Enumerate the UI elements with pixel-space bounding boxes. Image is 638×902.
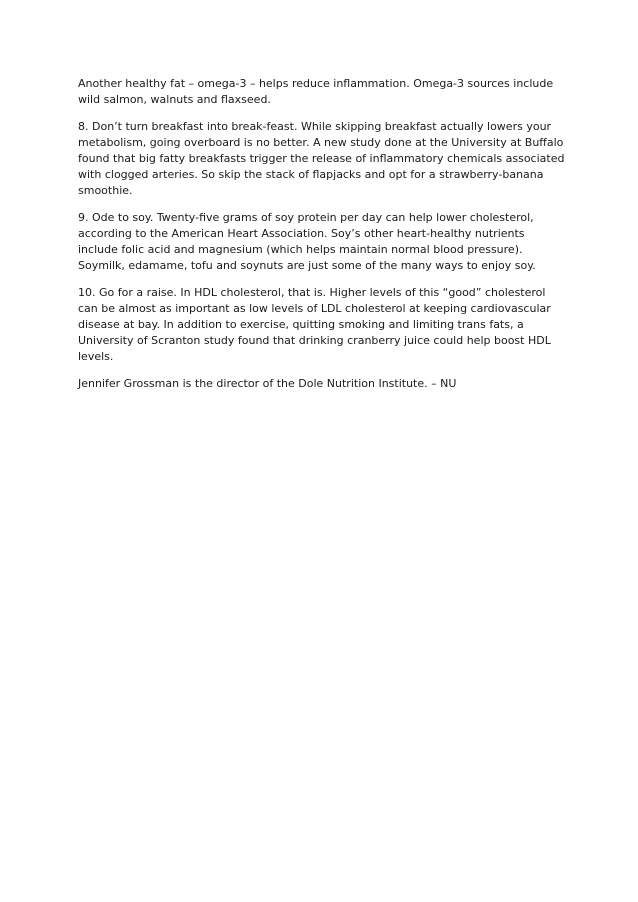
paragraph-omega-3: Another healthy fat – omega-3 – helps reduce inflammation. Omega-3 sources include wild salmon, walnuts and flaxseed. bbox=[78, 77, 554, 106]
paragraph-author-credit: Jennifer Grossman is the director of the Dole Nutrition Institute. – NU bbox=[78, 377, 457, 390]
paragraph-tip-8-breakfast: 8. Don’t turn breakfast into break-feast. While skipping breakfast actually lowers your metabolism, going overboard is no better. A new study done at the University at Buffalo found that big fatty breakfasts trigger the release of inflammatory chemicals associated with clogged arteries. So skip the stack of flapjacks and opt for a strawberry-banana smoothie. bbox=[78, 120, 565, 197]
paragraph-tip-10-hdl: 10. Go for a raise. In HDL cholesterol, that is. Higher levels of this “good” cholesterol can be almost as important as low levels of LDL cholesterol at keeping cardiovascular disease at bay. In addition to exercise, quitting smoking and limiting trans fats, a University of Scranton study found that drinking cranberry juice could help boost HDL levels. bbox=[78, 286, 551, 363]
document-page bbox=[78, 76, 566, 403]
paragraph-tip-9-soy: 9. Ode to soy. Twenty-five grams of soy protein per day can help lower cholesterol, according to the American Heart Association. Soy’s other heart-healthy nutrients include folic acid and magnesium (which helps maintain normal blood pressure). Soymilk, edamame, tofu and soynuts are just some of the many ways to enjoy soy. bbox=[78, 211, 536, 272]
